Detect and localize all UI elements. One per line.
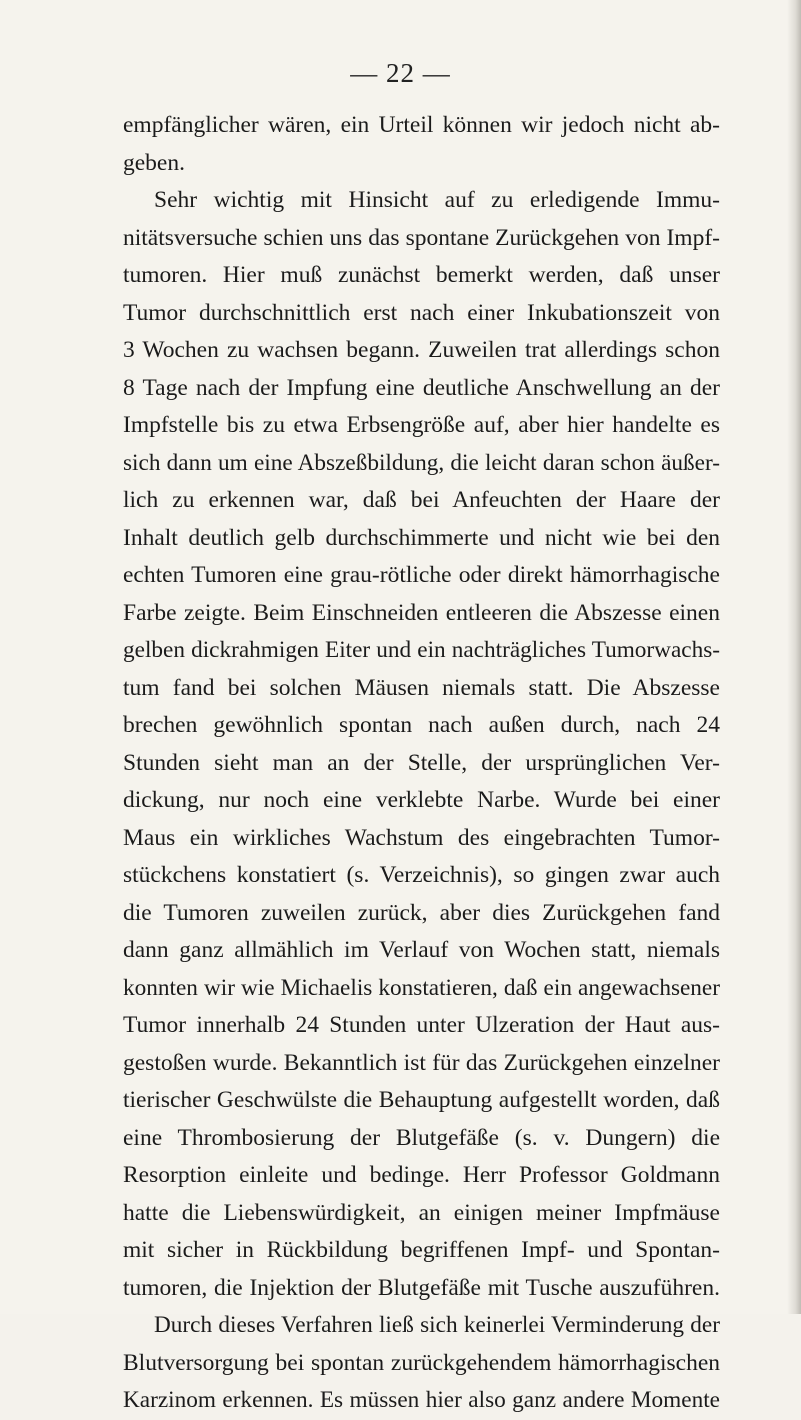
text-line: nitätsversuche schien uns das spontane Zurückgehen von Impf-	[123, 224, 720, 251]
text-line: sich dann um eine Abszeßbildung, die leicht daran schon äußer-	[123, 449, 720, 476]
text-line: Sehr wichtig mit Hinsicht auf zu erledigende Immu-	[154, 187, 720, 213]
text-line: lich zu erkennen war, daß bei Anfeuchten der Haare der	[123, 487, 720, 513]
text-line: Resorption einleite und bedinge. Herr Professor Goldmann	[123, 1162, 720, 1188]
body-text	[123, 107, 720, 1420]
text-line: brechen gewöhnlich spontan nach außen durch, nach 24	[123, 712, 720, 738]
text-line: empfänglicher wären, ein Urteil können wir jedoch nicht ab-	[123, 112, 720, 138]
page-edge-shadow	[787, 0, 801, 1314]
text-line: Blutversorgung bei spontan zurückgehendem hämorrhagischen	[123, 1349, 720, 1376]
text-line: dickung, nur noch eine verklebte Narbe. Wurde bei einer	[123, 787, 720, 813]
text-line: eine Thrombosierung der Blutgefäße (s. v. Dungern) die	[123, 1124, 720, 1151]
text-line: tumoren, die Injektion der Blutgefäße mit Tusche auszuführen.	[123, 1274, 720, 1301]
text-line: 8 Tage nach der Impfung eine deutliche Anschwellung an der	[123, 374, 720, 401]
text-line: tum fand bei solchen Mäusen niemals statt. Die Abszesse	[123, 674, 720, 701]
text-line: Tumor durchschnittlich erst nach einer Inkubationszeit von	[123, 299, 720, 326]
page-number: — 22 —	[350, 58, 451, 88]
text-line: Maus ein wirkliches Wachstum des eingebrachten Tumor-	[123, 824, 720, 851]
text-line: die Tumoren zuweilen zurück, aber dies Zurückgehen fand	[123, 899, 720, 926]
text-line: stückchens konstatiert (s. Verzeichnis), so gingen zwar auch	[123, 862, 720, 888]
text-line: gelben dickrahmigen Eiter und ein nachträgliches Tumorwachs-	[123, 637, 720, 663]
text-line: mit sicher in Rückbildung begriffenen Impf- und Spontan-	[123, 1237, 720, 1263]
text-line: tierischer Geschwülste die Behauptung aufgestellt worden, daß	[123, 1087, 720, 1113]
text-line: echten Tumoren eine grau-rötliche oder direkt hämorrhagische	[123, 562, 720, 588]
text-line: konnten wir wie Michaelis konstatieren, daß ein angewachsener	[123, 974, 720, 1001]
text-line: 3 Wochen zu wachsen begann. Zuweilen trat allerdings schon	[123, 337, 720, 363]
text-line: geben.	[123, 149, 185, 176]
text-line: Impfstelle bis zu etwa Erbsengröße auf, aber hier handelte es	[123, 412, 720, 438]
text-line: Stunden sieht man an der Stelle, der ursprünglichen Ver-	[123, 749, 720, 776]
text-line: gestoßen wurde. Bekanntlich ist für das Zurückgehen einzelner	[123, 1049, 720, 1076]
text-line: Farbe zeigte. Beim Einschneiden entleeren die Abszesse einen	[123, 599, 720, 626]
text-line: Durch dieses Verfahren ließ sich keinerlei Verminderung der	[154, 1312, 720, 1338]
text-line: dann ganz allmählich im Verlauf von Wochen statt, niemals	[123, 937, 720, 963]
text-line: Karzinom erkennen. Es müssen hier also ganz andere Momente	[123, 1387, 720, 1413]
text-line: hatte die Liebenswürdigkeit, an einigen meiner Impfmäuse	[123, 1199, 720, 1226]
text-line: Inhalt deutlich gelb durchschimmerte und nicht wie bei den	[123, 524, 720, 551]
text-line: tumoren. Hier muß zunächst bemerkt werden, daß unser	[123, 262, 720, 288]
text-line: Tumor innerhalb 24 Stunden unter Ulzeration der Haut aus-	[123, 1012, 720, 1038]
